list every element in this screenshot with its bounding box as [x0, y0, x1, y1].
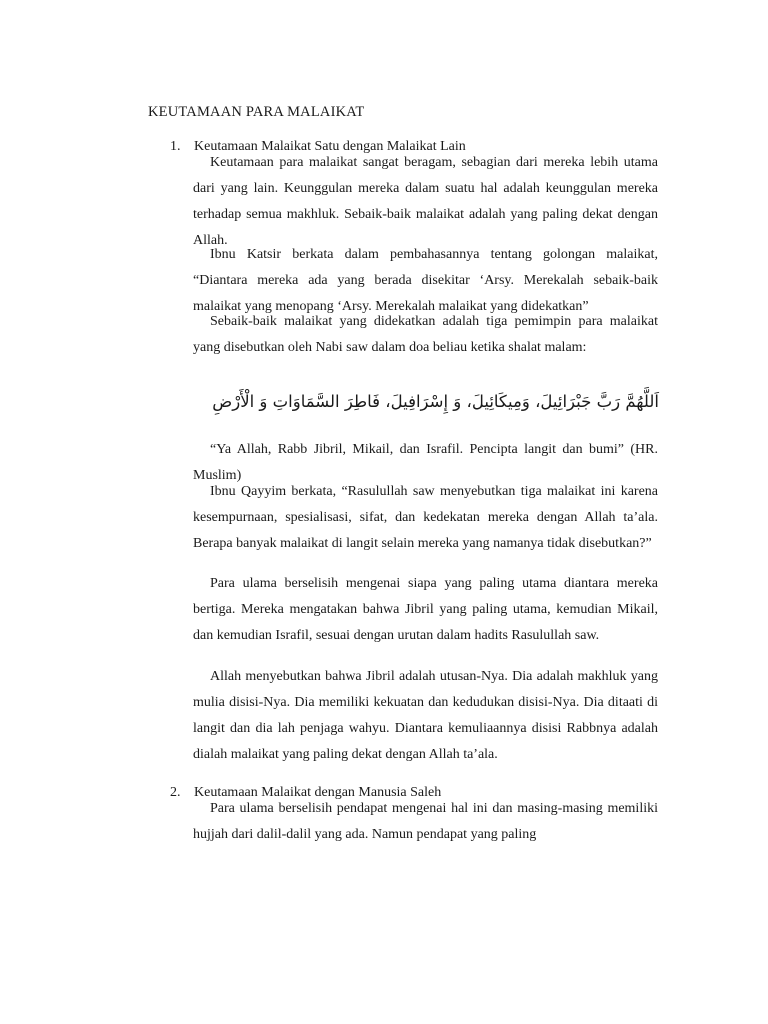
paragraph-6: Allah menyebutkan bahwa Jibril adalah utusan-Nya. Dia adalah makhluk yang mulia disisi-Nya. Dia memiliki kekuatan dan kedudukan disisi-Nya. Dia ditaati di langit dan dia lah penjaga wahyu. Diantara kemuliaannya disisi Rabbnya adalah dialah malaikat yang paling dekat dengan Allah ta’ala. [193, 669, 658, 762]
paragraph-7: Para ulama berselisih pendapat mengenai hal ini dan masing-masing memiliki hujjah dari dalil-dalil yang ada. Namun pendapat yang paling [193, 801, 658, 842]
paragraph-4: Ibnu Qayyim berkata, “Rasulullah saw menyebutkan tiga malaikat ini karena kesempurnaan, spesialisasi, sifat, dan kedekatan mereka dengan Allah ta’ala. Berapa banyak malaikat di langit selain mereka yang namanya tidak disebutkan?” [193, 484, 658, 551]
paragraph-2: Ibnu Katsir berkata dalam pembahasannya tentang golongan malaikat, “Diantara mereka ada yang berada disekitar ‘Arsy. Merekalah sebaik-baik malaikat yang menopang ‘Arsy. Merekalah malaikat yang didekatkan” [193, 247, 658, 314]
document-title: KEUTAMAAN PARA MALAIKAT [148, 104, 365, 120]
translation-paragraph: “Ya Allah, Rabb Jibril, Mikail, dan Israfil. Pencipta langit dan bumi” (HR. Muslim) [193, 442, 658, 483]
arabic-prayer: اَللَّهُمَّ رَبَّ جَبْرَائِيلَ، وَمِيكَائِيلَ، وَ إِسْرَافِيلَ، فَاطِرَ السَّمَاوَاتِ وَ الْأَرْضِ [212, 392, 659, 411]
section-2-number: 2. [170, 785, 181, 800]
paragraph-3: Sebaik-baik malaikat yang didekatkan adalah tiga pemimpin para malaikat yang disebutkan oleh Nabi saw dalam doa beliau ketika shalat malam: [193, 314, 658, 355]
section-2-heading-text: Keutamaan Malaikat dengan Manusia Saleh [194, 785, 442, 800]
paragraph-5: Para ulama berselisih mengenai siapa yang paling utama diantara mereka bertiga. Mereka mengatakan bahwa Jibril yang paling utama, kemudian Mikail, dan kemudian Israfil, sesuai dengan urutan dalam hadits Rasulullah saw. [193, 576, 658, 643]
section-1-heading-text: Keutamaan Malaikat Satu dengan Malaikat Lain [194, 139, 466, 154]
section-1-number: 1. [170, 139, 181, 154]
paragraph-1: Keutamaan para malaikat sangat beragam, sebagian dari mereka lebih utama dari yang lain. Keunggulan mereka dalam suatu hal adalah keunggulan mereka terhadap semua makhluk. Sebaik-baik malaikat adalah yang paling dekat dengan Allah. [193, 155, 658, 248]
